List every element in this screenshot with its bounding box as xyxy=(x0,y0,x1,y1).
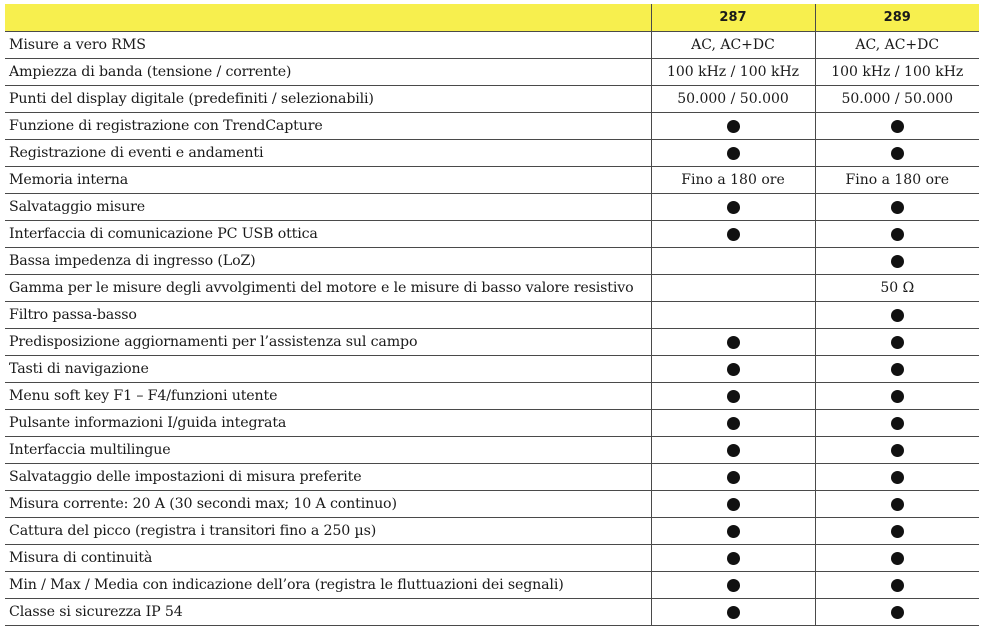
feature-label: Min / Max / Media con indicazione dell’ora (registra le fluttuazioni dei segnali) xyxy=(5,572,651,599)
value-287 xyxy=(651,356,815,383)
feature-label: Memoria interna xyxy=(5,167,651,194)
value-289 xyxy=(815,572,979,599)
table-row xyxy=(5,383,979,410)
filled-circle-icon xyxy=(891,390,904,403)
filled-circle-icon xyxy=(891,444,904,457)
value-287 xyxy=(651,275,815,302)
feature-label: Registrazione di eventi e andamenti xyxy=(5,140,651,167)
filled-circle-icon xyxy=(727,147,740,160)
value-287 xyxy=(651,464,815,491)
table-row xyxy=(5,248,979,275)
value-287 xyxy=(651,491,815,518)
filled-circle-icon xyxy=(891,201,904,214)
filled-circle-icon xyxy=(891,255,904,268)
value-289 xyxy=(815,491,979,518)
value-287: AC, AC+DC xyxy=(651,32,815,59)
feature-label: Cattura del picco (registra i transitori fino a 250 µs) xyxy=(5,518,651,545)
filled-circle-icon xyxy=(891,417,904,430)
value-287 xyxy=(651,140,815,167)
feature-label: Misura corrente: 20 A (30 secondi max; 10 A continuo) xyxy=(5,491,651,518)
table-row xyxy=(5,167,979,194)
feature-label: Interfaccia multilingue xyxy=(5,437,651,464)
value-289 xyxy=(815,518,979,545)
filled-circle-icon xyxy=(891,228,904,241)
filled-circle-icon xyxy=(891,552,904,565)
feature-label: Pulsante informazioni I/guida integrata xyxy=(5,410,651,437)
value-287 xyxy=(651,383,815,410)
value-289 xyxy=(815,599,979,626)
feature-label: Ampiezza di banda (tensione / corrente) xyxy=(5,59,651,86)
value-287 xyxy=(651,410,815,437)
filled-circle-icon xyxy=(727,579,740,592)
table-row xyxy=(5,86,979,113)
filled-circle-icon xyxy=(727,201,740,214)
header-model-287: 287 xyxy=(651,4,815,32)
filled-circle-icon xyxy=(891,309,904,322)
value-287 xyxy=(651,545,815,572)
table-body xyxy=(5,32,979,626)
feature-label: Menu soft key F1 – F4/funzioni utente xyxy=(5,383,651,410)
table-row xyxy=(5,113,979,140)
header-model-289: 289 xyxy=(815,4,979,32)
value-289: 100 kHz / 100 kHz xyxy=(815,59,979,86)
value-289 xyxy=(815,545,979,572)
value-289 xyxy=(815,221,979,248)
feature-label: Bassa impedenza di ingresso (LoZ) xyxy=(5,248,651,275)
value-287 xyxy=(651,518,815,545)
value-289 xyxy=(815,437,979,464)
filled-circle-icon xyxy=(727,336,740,349)
feature-label: Punti del display digitale (predefiniti / selezionabili) xyxy=(5,86,651,113)
filled-circle-icon xyxy=(727,363,740,376)
filled-circle-icon xyxy=(891,471,904,484)
table-row xyxy=(5,437,979,464)
value-287: 50.000 / 50.000 xyxy=(651,86,815,113)
filled-circle-icon xyxy=(727,390,740,403)
value-287 xyxy=(651,329,815,356)
filled-circle-icon xyxy=(891,120,904,133)
feature-label: Predisposizione aggiornamenti per l’assistenza sul campo xyxy=(5,329,651,356)
value-289 xyxy=(815,356,979,383)
comparison-table xyxy=(5,4,979,626)
filled-circle-icon xyxy=(727,606,740,619)
table-row xyxy=(5,329,979,356)
value-287: Fino a 180 ore xyxy=(651,167,815,194)
value-287 xyxy=(651,437,815,464)
filled-circle-icon xyxy=(727,228,740,241)
table-row xyxy=(5,194,979,221)
table-row xyxy=(5,59,979,86)
filled-circle-icon xyxy=(727,525,740,538)
filled-circle-icon xyxy=(727,498,740,511)
feature-label: Misura di continuità xyxy=(5,545,651,572)
feature-label: Misure a vero RMS xyxy=(5,32,651,59)
table-row xyxy=(5,410,979,437)
table-row xyxy=(5,275,979,302)
value-287 xyxy=(651,194,815,221)
value-287 xyxy=(651,572,815,599)
value-289 xyxy=(815,194,979,221)
table-row xyxy=(5,356,979,383)
feature-label: Salvataggio delle impostazioni di misura preferite xyxy=(5,464,651,491)
filled-circle-icon xyxy=(727,444,740,457)
table-row xyxy=(5,464,979,491)
value-289: AC, AC+DC xyxy=(815,32,979,59)
value-289 xyxy=(815,464,979,491)
table-row xyxy=(5,572,979,599)
header-feature-cell xyxy=(5,4,651,32)
feature-label: Interfaccia di comunicazione PC USB ottica xyxy=(5,221,651,248)
value-289 xyxy=(815,329,979,356)
filled-circle-icon xyxy=(891,363,904,376)
table-row xyxy=(5,302,979,329)
feature-label: Tasti di navigazione xyxy=(5,356,651,383)
value-287 xyxy=(651,221,815,248)
filled-circle-icon xyxy=(891,525,904,538)
table-row xyxy=(5,32,979,59)
filled-circle-icon xyxy=(727,471,740,484)
value-289: 50.000 / 50.000 xyxy=(815,86,979,113)
table-row xyxy=(5,599,979,626)
filled-circle-icon xyxy=(891,498,904,511)
feature-label: Filtro passa-basso xyxy=(5,302,651,329)
feature-label: Funzione di registrazione con TrendCapture xyxy=(5,113,651,140)
feature-label: Classe si sicurezza IP 54 xyxy=(5,599,651,626)
value-289 xyxy=(815,248,979,275)
filled-circle-icon xyxy=(891,147,904,160)
filled-circle-icon xyxy=(891,336,904,349)
value-287: 100 kHz / 100 kHz xyxy=(651,59,815,86)
header-row xyxy=(5,4,979,32)
value-289 xyxy=(815,410,979,437)
value-289 xyxy=(815,113,979,140)
value-289 xyxy=(815,302,979,329)
filled-circle-icon xyxy=(727,120,740,133)
filled-circle-icon xyxy=(727,552,740,565)
table-row xyxy=(5,545,979,572)
value-289: 50 Ω xyxy=(815,275,979,302)
table-row xyxy=(5,518,979,545)
value-287 xyxy=(651,248,815,275)
value-287 xyxy=(651,599,815,626)
value-289: Fino a 180 ore xyxy=(815,167,979,194)
filled-circle-icon xyxy=(727,417,740,430)
table-header xyxy=(5,4,979,32)
table-row xyxy=(5,221,979,248)
feature-label: Gamma per le misure degli avvolgimenti del motore e le misure di basso valore resistivo xyxy=(5,275,651,302)
filled-circle-icon xyxy=(891,579,904,592)
value-289 xyxy=(815,383,979,410)
feature-label: Salvataggio misure xyxy=(5,194,651,221)
value-287 xyxy=(651,302,815,329)
table-row xyxy=(5,140,979,167)
value-287 xyxy=(651,113,815,140)
value-289 xyxy=(815,140,979,167)
table-row xyxy=(5,491,979,518)
filled-circle-icon xyxy=(891,606,904,619)
